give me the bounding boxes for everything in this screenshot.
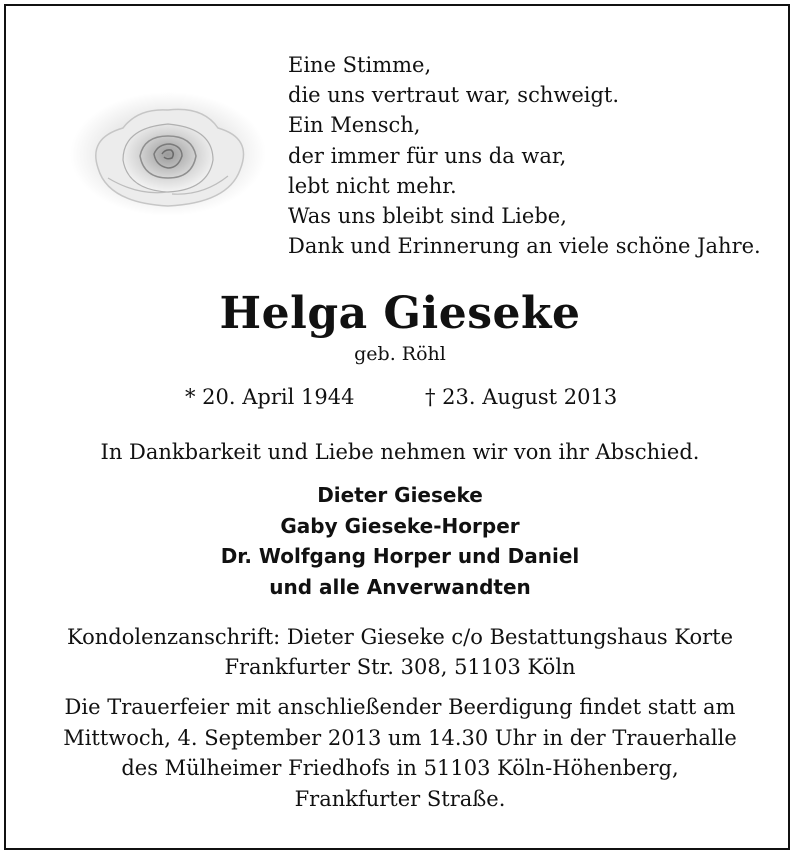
deceased-name: Helga Gieseke [219,288,581,339]
rose-image [68,88,268,218]
ceremony-line: des Mülheimer Friedhofs in 51103 Köln-Höhenberg, [121,756,679,780]
address-line: Frankfurter Str. 308, 51103 Köln [224,655,576,679]
poem-line: lebt nicht mehr. [288,173,457,198]
poem-line: die uns vertraut war, schweigt. [288,83,620,108]
mourners-list [0,480,800,602]
poem-line: der immer für uns da war, [288,143,567,168]
mourner-name: und alle Anverwandten [269,574,531,599]
poem [288,50,761,261]
poem-line: Ein Mensch, [288,113,421,138]
maiden-name: geb. Röhl [354,343,446,365]
address-line: Kondolenzanschrift: Dieter Gieseke c/o Bestattungshaus Korte [66,625,734,649]
ceremony-details [0,692,800,814]
poem-line: Eine Stimme, [288,53,432,77]
poem-line: Was uns bleibt sind Liebe, [288,204,567,229]
mourner-name: Dr. Wolfgang Horper und Daniel [220,544,580,568]
poem-line: Dank und Erinnerung an viele schöne Jahre. [288,234,761,259]
ceremony-line: Frankfurter Straße. [294,786,506,811]
mourner-name: Gaby Gieseke-Horper [280,513,520,538]
ceremony-line: Die Trauerfeier mit anschließender Beerdigung findet statt am [64,695,736,719]
mourner-name: Dieter Gieseke [317,483,483,507]
farewell-text: In Dankbarkeit und Liebe nehmen wir von ihr Abschied. [100,440,700,464]
birth-date: * 20. April 1944 [185,385,355,409]
death-date: † 23. August 2013 [425,385,618,409]
ceremony-line: Mittwoch, 4. September 2013 um 14.30 Uhr in der Trauerhalle [63,725,737,750]
condolence-address [0,622,800,682]
